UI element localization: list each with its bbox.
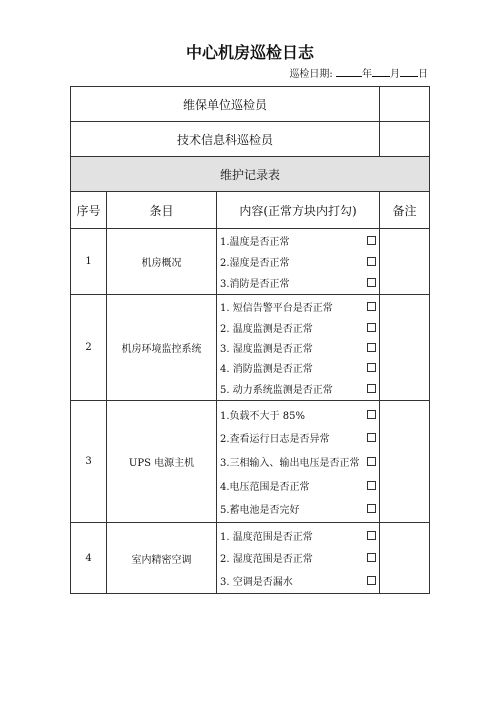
checkbox[interactable] [367, 343, 376, 352]
row-item: 室内精密空调 [107, 523, 217, 594]
check-label: 1. 短信告警平台是否正常 [220, 303, 333, 315]
row-index: 3 [71, 401, 107, 523]
check-label: 2. 温度监测是否正常 [220, 323, 313, 335]
check-label: 2.湿度是否正常 [220, 258, 290, 269]
row-index: 2 [71, 295, 107, 401]
check-label: 5. 动力系统监测是否正常 [220, 384, 333, 396]
row-checklist [217, 401, 380, 523]
check-label: 1. 温度范围是否正常 [220, 532, 313, 544]
row-item: UPS 电源主机 [107, 401, 217, 523]
day-field[interactable] [400, 66, 418, 77]
check-label: 3. 空调是否漏水 [220, 576, 293, 588]
inspection-date [289, 65, 428, 80]
month-field[interactable] [372, 66, 390, 77]
checkbox[interactable] [367, 531, 376, 540]
month-label: 月 [390, 69, 400, 80]
check-item [220, 337, 376, 357]
table-row [71, 295, 430, 401]
header-item: 条目 [107, 192, 217, 229]
check-item [220, 547, 376, 569]
year-field[interactable] [336, 66, 362, 77]
checkbox[interactable] [367, 576, 376, 585]
check-label: 1.负载不大于 85% [220, 410, 305, 422]
header-content: 内容(正常方块内打勾) [217, 192, 380, 229]
check-label: 3. 湿度监测是否正常 [220, 343, 313, 355]
row-remark-field[interactable] [380, 295, 430, 401]
check-label: 2.查看运行日志是否异常 [220, 434, 330, 446]
row-remark-field[interactable] [380, 229, 430, 295]
table-row [71, 229, 430, 295]
check-item [220, 251, 376, 272]
check-label: 3.三相输入、输出电压是否正常 [220, 458, 360, 469]
row-checklist [217, 523, 380, 594]
checkbox[interactable] [367, 278, 376, 287]
checkbox[interactable] [367, 433, 376, 442]
row-item: 机房概况 [107, 229, 217, 295]
check-item [220, 317, 376, 337]
table-row [71, 401, 430, 523]
checkbox[interactable] [367, 410, 376, 419]
check-item [220, 450, 376, 474]
checkbox[interactable] [367, 236, 376, 245]
check-item [220, 426, 376, 450]
checkbox[interactable] [367, 504, 376, 513]
check-item [220, 473, 376, 497]
check-item [220, 297, 376, 317]
vendor-inspector-field[interactable] [380, 87, 430, 122]
row-checklist [217, 295, 380, 401]
inspection-table [70, 86, 430, 594]
row-remark-field[interactable] [380, 401, 430, 523]
row-checklist [217, 229, 380, 295]
vendor-inspector-label: 维保单位巡检员 [71, 87, 380, 122]
checkbox[interactable] [367, 457, 376, 466]
check-item [220, 358, 376, 378]
row-index: 1 [71, 229, 107, 295]
check-label: 4.电压范围是否正常 [220, 481, 310, 493]
checkbox[interactable] [367, 363, 376, 372]
check-item [220, 525, 376, 547]
row-item: 机房环境监控系统 [107, 295, 217, 401]
checkbox[interactable] [367, 323, 376, 332]
header-index: 序号 [71, 192, 107, 229]
table-row [71, 523, 430, 594]
check-item [220, 231, 376, 252]
checkbox[interactable] [367, 257, 376, 266]
table-title: 维护记录表 [71, 157, 430, 192]
day-label: 日 [418, 69, 428, 80]
check-label: 2. 湿度范围是否正常 [220, 554, 313, 566]
checkbox[interactable] [367, 481, 376, 490]
check-label: 1.温度是否正常 [220, 237, 290, 249]
page-title: 中心机房巡检日志 [185, 43, 314, 62]
row-index: 4 [71, 523, 107, 594]
it-inspector-label: 技术信息科巡检员 [71, 122, 380, 157]
row-remark-field[interactable] [380, 523, 430, 594]
check-label: 4. 消防监测是否正常 [220, 364, 313, 376]
check-item [220, 497, 376, 521]
header-remark: 备注 [380, 192, 430, 229]
checkbox[interactable] [367, 553, 376, 562]
it-inspector-field[interactable] [380, 122, 430, 157]
year-label: 年 [362, 69, 372, 80]
check-item [220, 378, 376, 398]
check-label: 5.蓄电池是否完好 [220, 505, 300, 517]
date-label: 巡检日期: [289, 69, 333, 80]
checkbox[interactable] [367, 384, 376, 393]
check-item [220, 403, 376, 427]
check-item [220, 272, 376, 293]
check-label: 3.消防是否正常 [220, 278, 290, 290]
check-item [220, 569, 376, 591]
checkbox[interactable] [367, 302, 376, 311]
